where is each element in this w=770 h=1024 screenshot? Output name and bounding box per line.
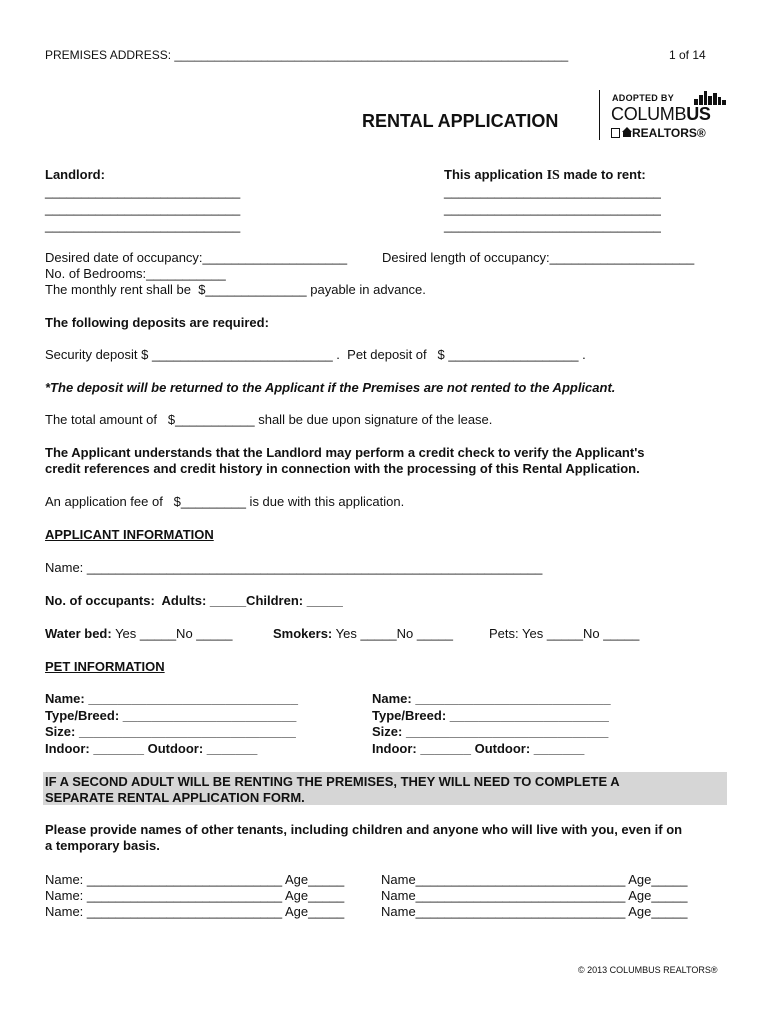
rent-to-line-2[interactable]: ______________________________ [444, 201, 661, 216]
pet2-indoor-outdoor-field[interactable]: Indoor: _______ Outdoor: _______ [372, 741, 585, 756]
deposit-fields[interactable]: Security deposit $ _________________________ . Pet deposit of $ __________________ . [45, 347, 586, 362]
logo-realtors: REALTORS® [632, 126, 706, 140]
credit-statement-line-2: credit references and credit history in connection with the processing of this Rental Application. [45, 461, 640, 476]
skyline-icon [694, 91, 726, 105]
pet-info-heading: PET INFORMATION [45, 659, 165, 674]
house-icon-body [623, 132, 631, 137]
tenant-left-2[interactable]: Name: ___________________________ Age_____ [45, 888, 345, 903]
credit-statement-line-1: The Applicant understands that the Landlord may perform a credit check to verify the Applicant's [45, 445, 645, 460]
copyright-footer: © 2013 COLUMBUS REALTORS® [578, 965, 718, 975]
tenant-left-1[interactable]: Name: ___________________________ Age_____ [45, 872, 345, 887]
rent-to-line-1[interactable]: ______________________________ [444, 184, 661, 199]
pet2-size-field[interactable]: Size: ____________________________ [372, 724, 609, 739]
document-title: RENTAL APPLICATION [362, 111, 559, 131]
pet1-breed-field[interactable]: Type/Breed: ________________________ [45, 708, 297, 723]
tenant-right-3[interactable]: Name_____________________________ Age_____ [381, 904, 688, 919]
deposits-heading: The following deposits are required: [45, 315, 269, 330]
rent-to-line-3[interactable]: ______________________________ [444, 218, 661, 233]
premises-address-field: PREMISES ADDRESS: ___________________________________________________________ [45, 48, 569, 62]
total-amount-field[interactable]: The total amount of $___________ shall be due upon signature of the lease. [45, 412, 493, 427]
applicant-name-field[interactable]: Name: _______________________________________________________________ [45, 560, 543, 575]
bedrooms-field[interactable]: No. of Bedrooms:___________ [45, 266, 226, 281]
realtor-r-icon [611, 128, 620, 138]
desired-length-field[interactable]: Desired length of occupancy:____________________ [382, 250, 695, 265]
tenant-right-1[interactable]: Name_____________________________ Age_____ [381, 872, 688, 887]
applicant-info-heading: APPLICANT INFORMATION [45, 527, 214, 542]
landlord-line-2[interactable]: ___________________________ [45, 201, 241, 216]
pet2-breed-field[interactable]: Type/Breed: ______________________ [372, 708, 609, 723]
pet2-name-field[interactable]: Name: ___________________________ [372, 691, 611, 706]
landlord-line-1[interactable]: ___________________________ [45, 184, 241, 199]
logo-adopted-by: ADOPTED BY [612, 93, 675, 103]
page-number: 1 of 14 [669, 48, 706, 62]
landlord-line-3[interactable]: ___________________________ [45, 218, 241, 233]
tenant-left-3[interactable]: Name: ___________________________ Age_____ [45, 904, 345, 919]
pets-field[interactable]: Pets: Yes _____No _____ [489, 626, 640, 641]
smokers-field[interactable]: Smokers: Yes _____No _____ [273, 626, 453, 641]
logo-columbus: COLUMBUS [611, 104, 711, 124]
tenants-instruction-line-2: a temporary basis. [45, 838, 160, 853]
pet1-size-field[interactable]: Size: ______________________________ [45, 724, 296, 739]
occupants-field[interactable]: No. of occupants: Adults: _____Children: _____ [45, 593, 343, 608]
columbus-realtors-logo [610, 91, 728, 143]
monthly-rent-field[interactable]: The monthly rent shall be $______________ payable in advance. [45, 282, 426, 297]
notice-line-2: SEPARATE RENTAL APPLICATION FORM. [45, 790, 305, 805]
application-fee-field[interactable]: An application fee of $_________ is due with this application. [45, 494, 405, 509]
pet1-name-field[interactable]: Name: _____________________________ [45, 691, 299, 706]
pet1-indoor-outdoor-field[interactable]: Indoor: _______ Outdoor: _______ [45, 741, 258, 756]
waterbed-field[interactable]: Water bed: Yes _____No _____ [45, 626, 233, 641]
title-divider [599, 90, 600, 140]
rent-to-label: This application IS made to rent: [444, 167, 646, 183]
tenant-right-2[interactable]: Name_____________________________ Age_____ [381, 888, 688, 903]
tenants-instruction-line-1: Please provide names of other tenants, including children and anyone who will live with you, even if on [45, 822, 683, 837]
deposit-note: *The deposit will be returned to the Applicant if the Premises are not rented to the Applicant. [45, 380, 616, 395]
notice-line-1: IF A SECOND ADULT WILL BE RENTING THE PREMISES, THEY WILL NEED TO COMPLETE A [45, 774, 620, 789]
desired-date-field[interactable]: Desired date of occupancy:____________________ [45, 250, 348, 265]
landlord-label: Landlord: [45, 167, 105, 182]
